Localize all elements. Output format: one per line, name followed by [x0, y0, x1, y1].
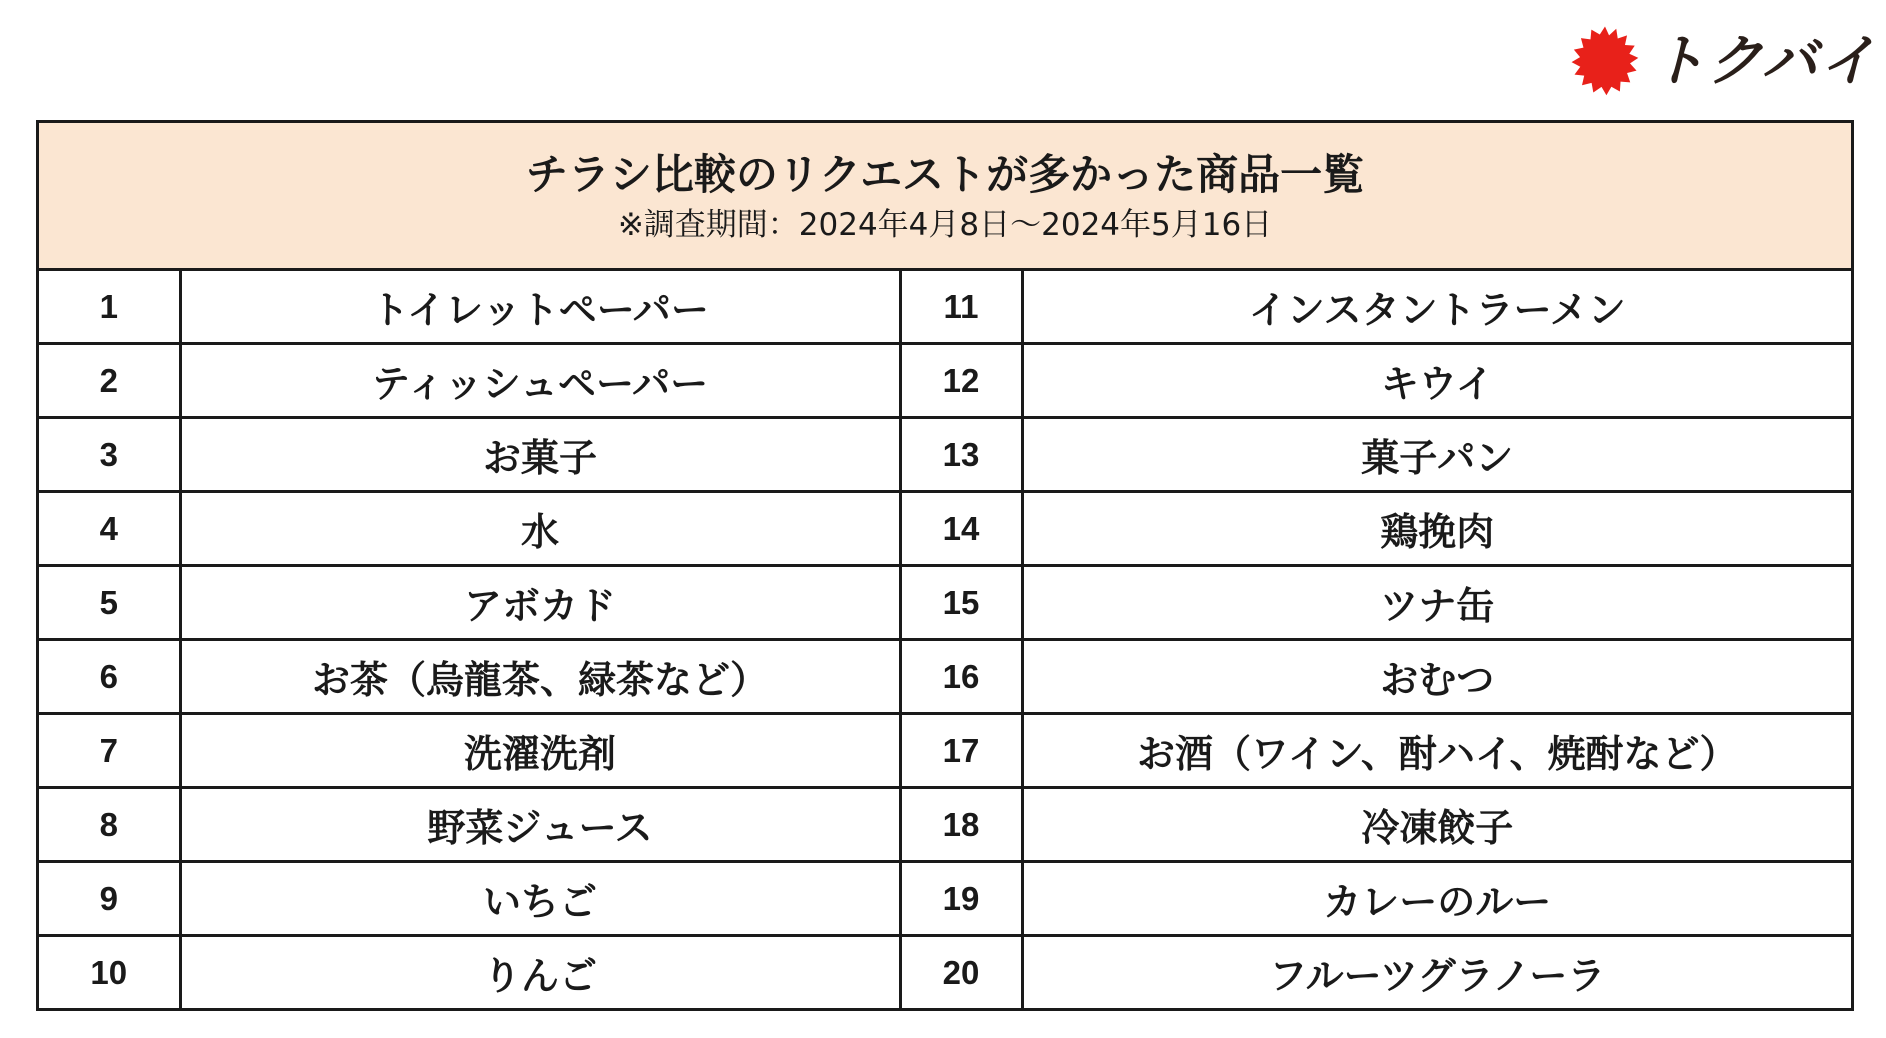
survey-period: ※調査期間：2024年4月8日〜2024年5月16日 — [617, 207, 1273, 243]
rank-cell: 6 — [39, 640, 180, 714]
rank-cell: 18 — [900, 788, 1022, 862]
table-row — [39, 418, 1851, 492]
rank-cell: 19 — [900, 862, 1022, 936]
item-cell: フルーツグラノーラ — [1022, 936, 1851, 1009]
item-cell: 水 — [180, 492, 900, 566]
table-row — [39, 714, 1851, 788]
table-row — [39, 640, 1851, 714]
table-row — [39, 862, 1851, 936]
rank-cell: 15 — [900, 566, 1022, 640]
item-cell: 冷凍餃子 — [1022, 788, 1851, 862]
item-cell: 菓子パン — [1022, 418, 1851, 492]
table-row — [39, 344, 1851, 418]
item-cell: お菓子 — [180, 418, 900, 492]
ranking-table-container — [36, 120, 1854, 1011]
item-cell: キウイ — [1022, 344, 1851, 418]
item-cell: お酒（ワイン、酎ハイ、焼酎など） — [1022, 714, 1851, 788]
table-header — [39, 123, 1851, 271]
rank-cell: 5 — [39, 566, 180, 640]
item-cell: カレーのルー — [1022, 862, 1851, 936]
table-row — [39, 271, 1851, 344]
item-cell: ティッシュペーパー — [180, 344, 900, 418]
rank-cell: 9 — [39, 862, 180, 936]
rank-cell: 16 — [900, 640, 1022, 714]
item-cell: 野菜ジュース — [180, 788, 900, 862]
table-row — [39, 492, 1851, 566]
item-cell: いちご — [180, 862, 900, 936]
rank-cell: 8 — [39, 788, 180, 862]
item-cell: 洗濯洗剤 — [180, 714, 900, 788]
rank-cell: 4 — [39, 492, 180, 566]
rank-cell: 13 — [900, 418, 1022, 492]
rank-cell: 11 — [900, 271, 1022, 344]
rank-cell: 14 — [900, 492, 1022, 566]
ranking-table — [39, 271, 1851, 1008]
item-cell: トイレットペーパー — [180, 271, 900, 344]
table-title: チラシ比較のリクエストが多かった商品一覧 — [525, 150, 1365, 199]
item-cell: 鶏挽肉 — [1022, 492, 1851, 566]
table-row — [39, 788, 1851, 862]
item-cell: お茶（烏龍茶、緑茶など） — [180, 640, 900, 714]
rank-cell: 12 — [900, 344, 1022, 418]
sun-burst-icon — [1568, 25, 1642, 99]
item-cell: アボカド — [180, 566, 900, 640]
rank-cell: 7 — [39, 714, 180, 788]
table-row — [39, 566, 1851, 640]
rank-cell: 2 — [39, 344, 180, 418]
rank-cell: 17 — [900, 714, 1022, 788]
brand-logo — [1568, 22, 1878, 102]
item-cell: りんご — [180, 936, 900, 1009]
rank-cell: 10 — [39, 936, 180, 1009]
ranking-table-body — [39, 271, 1851, 1008]
table-row — [39, 936, 1851, 1009]
item-cell: ツナ缶 — [1022, 566, 1851, 640]
item-cell: インスタントラーメン — [1022, 271, 1851, 344]
item-cell: おむつ — [1022, 640, 1851, 714]
rank-cell: 3 — [39, 418, 180, 492]
rank-cell: 20 — [900, 936, 1022, 1009]
rank-cell: 1 — [39, 271, 180, 344]
brand-name: トクバイ — [1650, 29, 1878, 94]
